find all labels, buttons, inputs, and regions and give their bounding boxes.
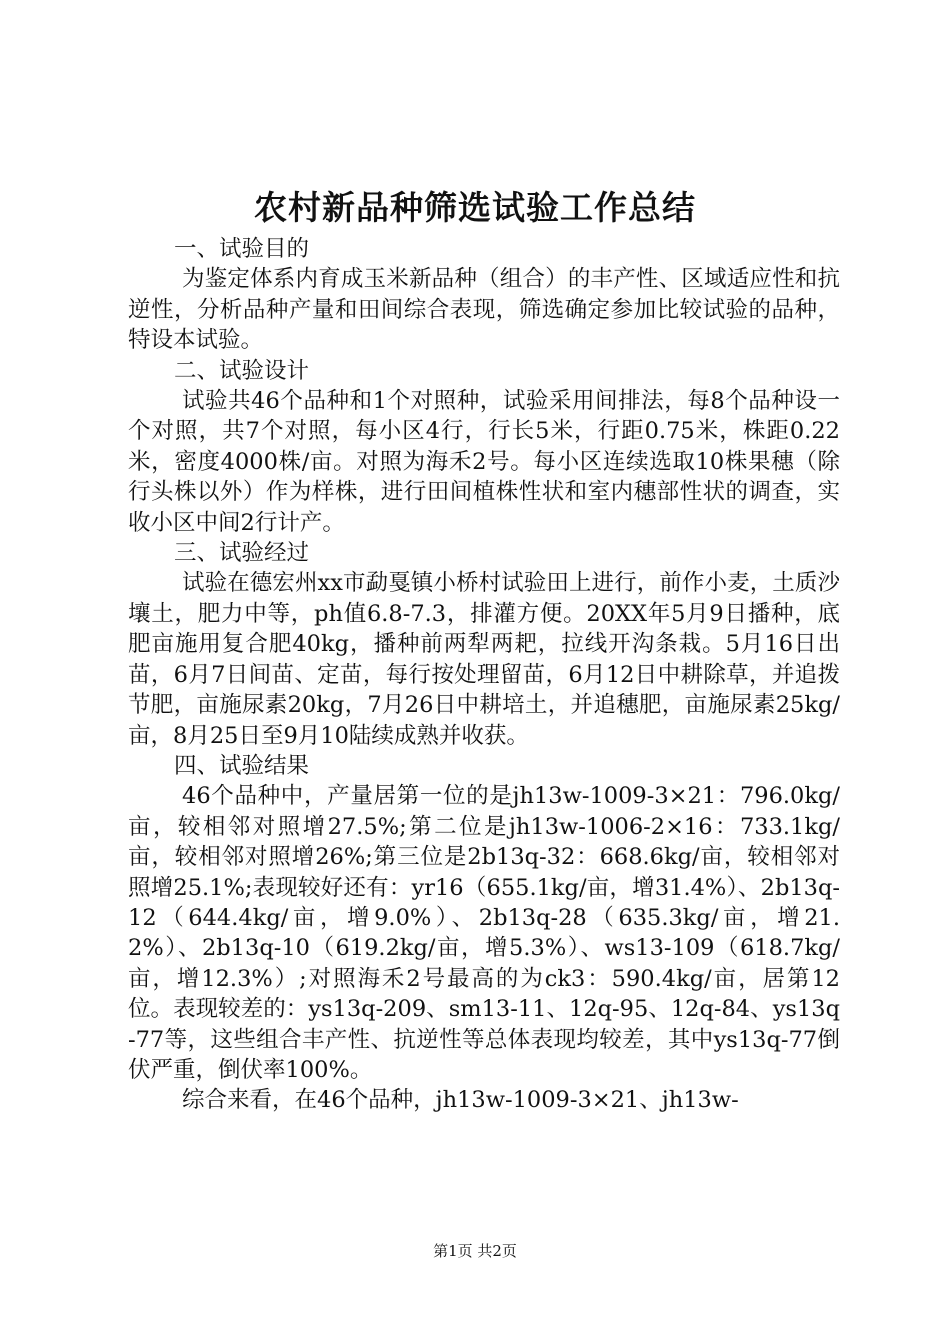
section-heading-purpose: 一、试验目的 — [174, 236, 310, 262]
section-heading-process: 三、试验经过 — [174, 540, 310, 567]
section-paragraph-results: 46个品种中，产量居第一位的是jh13w-1009-3×21：796.0kg/亩，较相邻对照增27.5%;第二位是jh13w-1006-2×16：733.1kg/亩，较相邻对照增26%;第三位是2b13q-32：668.6kg/亩，较相邻对照增25.1%;表现较好还有：yr16（655.1kg/亩，增31.4%）、2b13q-12（644.4kg/亩，增9.0%）、2b13q-28（635.3kg/亩，增21.2%）、2b13q-10（619.2kg/亩，增5.3%）、ws13-109（618.7kg/亩，增12.3%）;对照海禾2号最高的为ck3：590.4kg/亩，居第12位。表现较差的：ys13q-209、sm13-11、12q-95、12q-84、ys13q-77等，这些组合丰产性、抗逆性等总体表现均较差，其中ys13q-77倒伏严重，倒伏率100%。 — [128, 783, 840, 1083]
document-title: 农村新品种筛选试验工作总结 — [254, 188, 696, 227]
section-heading-results: 四、试验结果 — [174, 752, 310, 779]
section-heading-design: 二、试验设计 — [174, 357, 310, 384]
section-paragraph-summary: 综合来看，在46个品种，jh13w-1009-3×21、jh13w- — [182, 1087, 739, 1114]
document-body — [128, 234, 840, 1116]
section-paragraph-process: 试验在德宏州xx市勐戛镇小桥村试验田上进行，前作小麦，土质沙壤土，肥力中等，ph值6.8-7.3，排灌方便。20XX年5月9日播种，底肥亩施用复合肥40kg，播种前两犁两耙，拉线开沟条栽。5月16日出苗，6月7日间苗、定苗，每行按处理留苗，6月12日中耕除草，并追拨节肥，亩施尿素20kg，7月26日中耕培土，并追穗肥，亩施尿素25kg/亩，8月25日至9月10陆续成熟并收获。 — [128, 570, 840, 749]
page-footer: 第1页 共2页 — [433, 1242, 517, 1260]
section-paragraph-purpose: 为鉴定体系内育成玉米新品种（组合）的丰产性、区域适应性和抗逆性，分析品种产量和田间综合表现，筛选确定参加比较试验的品种，特设本试验。 — [128, 266, 840, 354]
section-paragraph-design: 试验共46个品种和1个对照种，试验采用间排法，每8个品种设一个对照，共7个对照，每小区4行，行长5米，行距0.75米，株距0.22米，密度4000株/亩。对照为海禾2号。每小区连续选取10株果穗（除行头株以外）作为样株，进行田间植株性状和室内穗部性状的调查，实收小区中间2行计产。 — [128, 388, 840, 536]
